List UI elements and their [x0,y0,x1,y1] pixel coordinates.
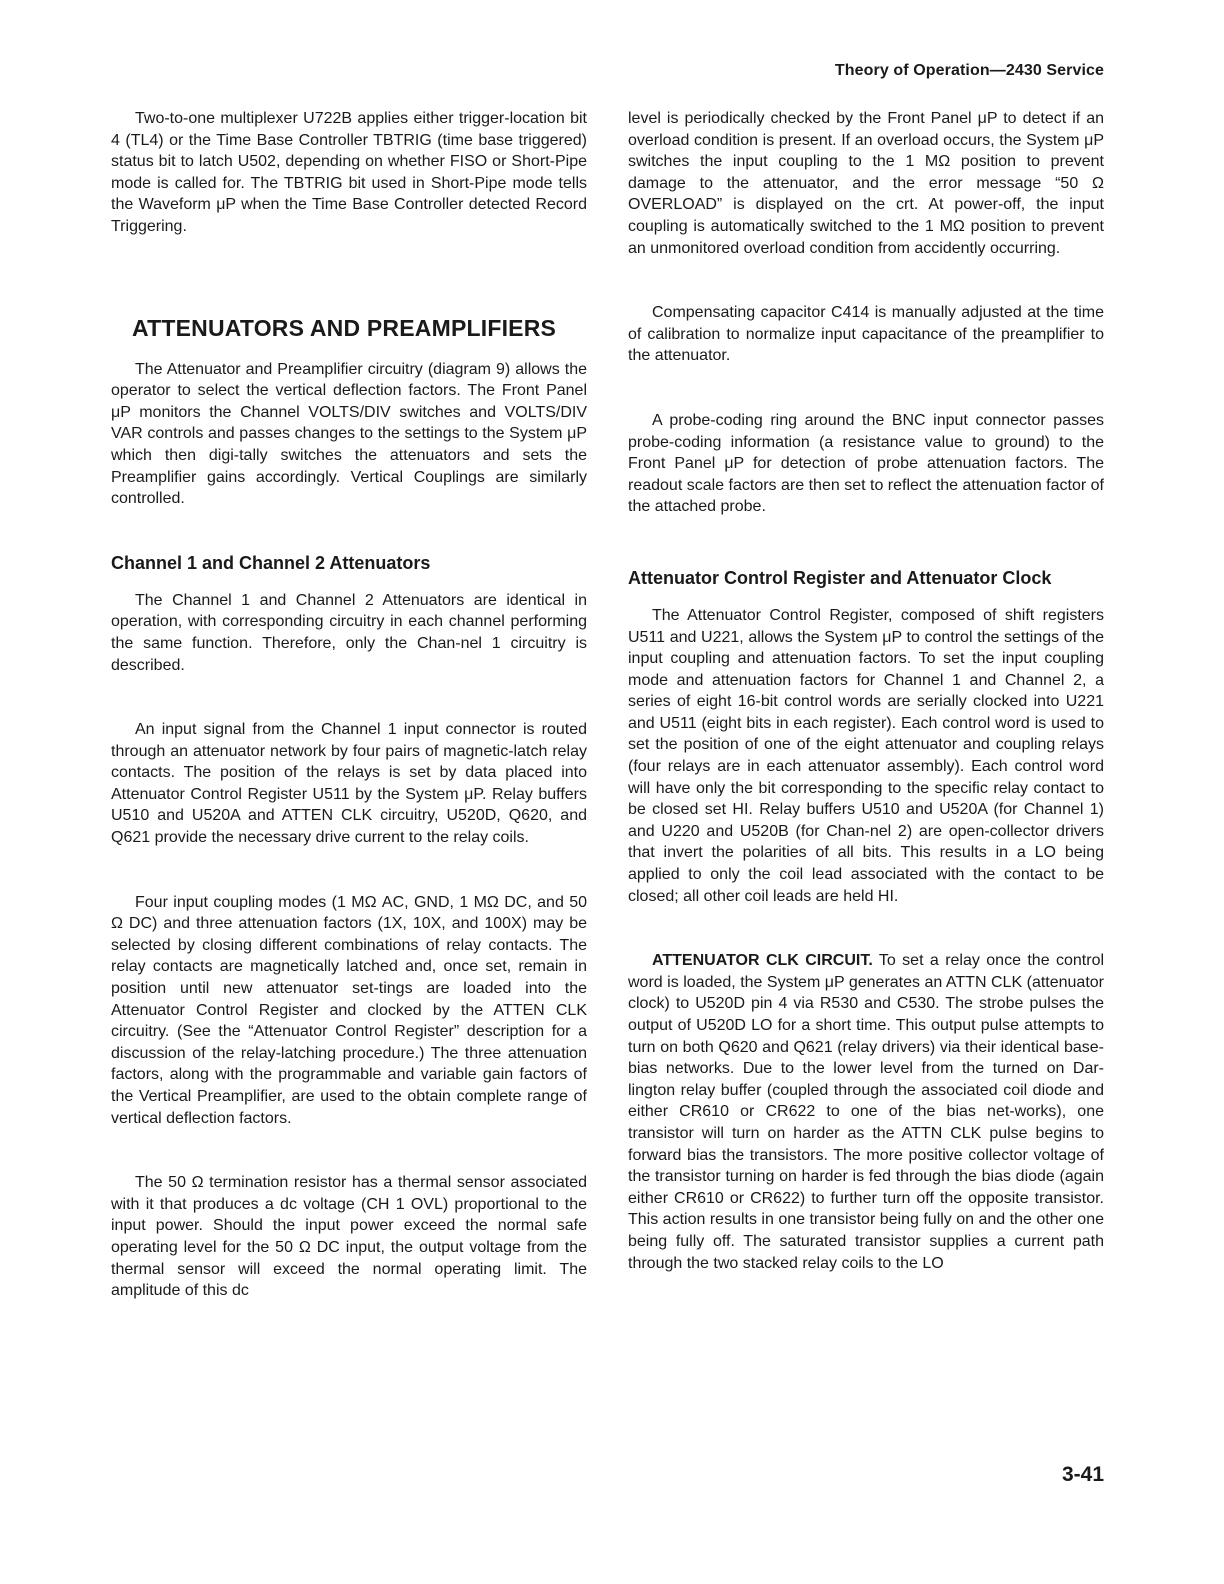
channel-attenuators-heading: Channel 1 and Channel 2 Attenuators [111,552,431,573]
probe-coding-paragraph: A probe-coding ring around the BNC input connector passes probe-coding information (a resistance value to ground) to the Front Panel μP for detection of probe attenuation factors. The readout scale factors are then set to reflect the attenuation factor of the attached probe. [628,411,1104,516]
channel-attenuators-paragraph: The Channel 1 and Channel 2 Attenuators are identical in operation, with corresponding circuitry in each channel performing the same function. Therefore, only the Chan-nel 1 circuitry is described. [111,591,587,674]
control-register-paragraph: The Attenuator Control Register, composed of shift registers U511 and U221, allows the System μP to control the settings of the input coupling and attenuation factors. To set the input coupling mode and attenuation factors for Channel 1 and Channel 2, a series of eight 16-bit control words are serially clocked into U221 and U511 (eight bits in each register). Each control word is used to set the position of one of the eight attenuator and coupling relays (four relays are in each attenuator assembly). Each control word will have only the bit corresponding to the specific relay contact to be closed set HI. Relay buffers U510 and U520A (for Channel 1) and U220 and U520B (for Chan-nel 2) are open-collector drivers that invert the polarities of all bits. This results in a LO being applied to only the coil lead associated with the contact to be closed; all other coil leads are held HI. [628,606,1104,905]
page-number: 3-41 [1061,1463,1104,1486]
compensating-capacitor-paragraph: Compensating capacitor C414 is manually adjusted at the time of calibration to normalize input capacitance of the preamplifier to the attenuator. [628,304,1104,365]
section-heading: ATTENUATORS AND PREAMPLIFIERS [132,314,557,341]
right-column [628,108,1104,1274]
input-signal-paragraph: An input signal from the Channel 1 input connector is routed through an attenuator network by four pairs of magnetic-latch relay contacts. The position of the relays is set by data placed into Attenuator Control Register U511 by the System μP. Relay buffers U510 and U520A and ATTEN CLK circuitry, U520D, Q620, and Q621 provide the necessary drive current to the relay coils. [111,721,587,847]
coupling-modes-paragraph: Four input coupling modes (1 MΩ AC, GND, 1 MΩ DC, and 50 Ω DC) and three attenuation factors (1X, 10X, and 100X) may be selected by closing different combinations of relay contacts. The relay contacts are magnetically latched and, once set, remain in position until new attenuator set-tings are loaded into the Attenuator Control Register and clocked by the ATTEN CLK circuitry. (See the “Attenuator Control Register” description for a discussion of the relay-latching procedure.) The three attenuation factors, along with the programmable and variable gain factors of the Vertical Preamplifier, are used to the obtain complete range of vertical deflection factors. [111,893,587,1127]
running-title: Theory of Operation—2430 Service [834,62,1104,79]
left-column [111,108,587,1302]
clk-circuit-paragraph [628,950,1104,1274]
clk-circuit-run-in: ATTENUATOR CLK CIRCUIT. [652,952,873,970]
intro-paragraph: Two-to-one multiplexer U722B applies either trigger-location bit 4 (TL4) or the Time Base Controller TBTRIG (time base triggered) status bit to latch U502, depending on whether FISO or Short-Pipe mode is called for. The TBTRIG bit used in Short-Pipe mode tells the Waveform μP when the Time Base Controller detected Record Triggering. [111,110,587,235]
termination-resistor-paragraph: The 50 Ω termination resistor has a thermal sensor associated with it that produces a dc voltage (CH 1 OVL) proportional to the input power. Should the input power exceed the normal safe operating level for the 50 Ω DC input, the output voltage from the thermal sensor will exceed the normal operating limit. The amplitude of this dc [111,1174,587,1300]
clk-circuit-text: To set a relay once the control word is loaded, the System μP generates an ATTN CLK (attenuator clock) to U520D pin 4 via R530 and C530. The strobe pulses the output of U520D LO for a short time. This output pulse attempts to turn on both Q620 and Q621 (relay drivers) via their identical base-bias networks. Due to the lower level from the turned on Dar-lington relay buffer (coupled through the associated coil diode and either CR610 or CR622 to one of the bias net-works), one transistor will turn on harder as the ATTN CLK pulse begins to forward bias the transistors. The more positive collector voltage of the transistor turning on harder is fed through the bias diode (again either CR610 or CR622) to further turn off the opposite transistor. This action results in one transistor being fully on and the other one being fully off. The saturated transistor supplies a current path through the two stacked relay coils to the LO [628,952,1105,1272]
control-register-heading: Attenuator Control Register and Attenuator Clock [628,567,1052,588]
overload-continued-paragraph: level is periodically checked by the Front Panel μP to detect if an overload condition is present. If an overload occurs, the System μP switches the input coupling to the 1 MΩ position to prevent damage to the attenuator, and the error message “50 Ω OVERLOAD” is displayed on the crt. At power-off, the input coupling is automatically switched to the 1 MΩ position to prevent an unmonitored overload condition from accidently occurring. [628,110,1104,257]
section-intro-paragraph: The Attenuator and Preamplifier circuitry (diagram 9) allows the operator to select the vertical deflection factors. The Front Panel μP monitors the Channel VOLTS/DIV switches and VOLTS/DIV VAR controls and passes changes to the settings to the System μP which then digi-tally switches the attenuators and sets the Preamplifier gains accordingly. Vertical Couplings are similarly controlled. [111,360,587,508]
